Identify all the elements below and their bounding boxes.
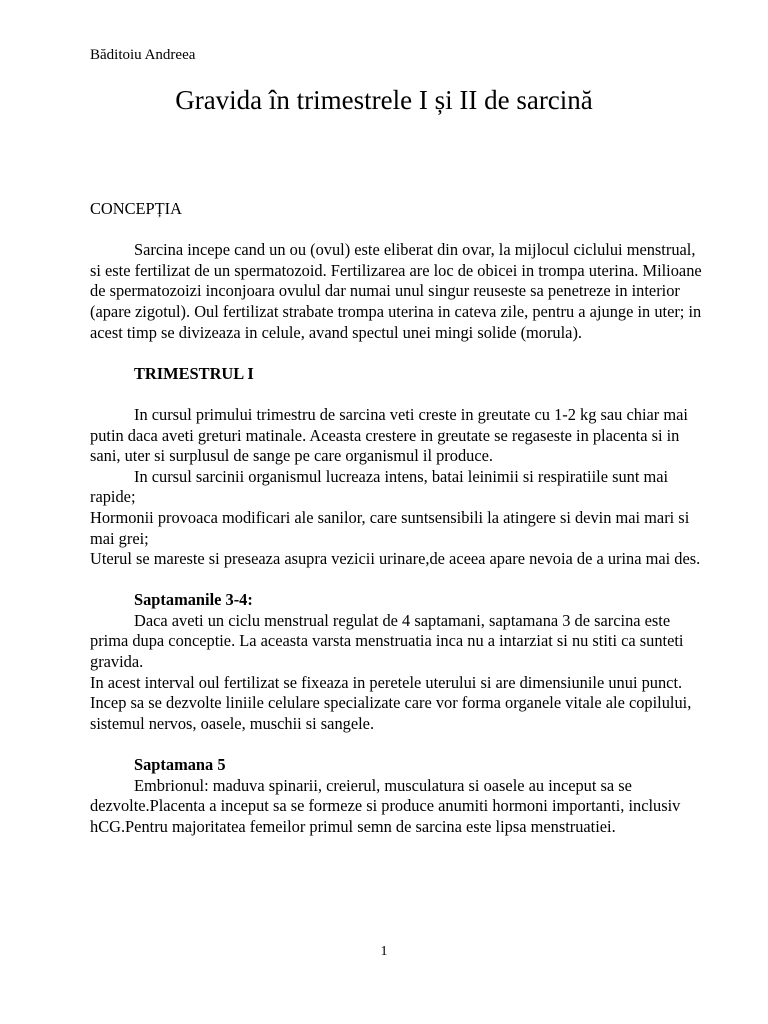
paragraph-trimestrul-1-organism: In cursul sarcinii organismul lucreaza intens, batai leinimii si respiratiile sunt mai rapide; [90,466,669,507]
paragraph-trimestrul-1-weight: In cursul primului trimestru de sarcina veti creste in greutate cu 1-2 kg sau chiar mai putin daca aveti greturi matinale. Aceasta crestere in greutate se regaseste in placenta si in sani, uter si surplusul de sange pe care organismul il produce. [90,404,688,466]
paragraph-saptamanile-3-4-cycle: Daca aveti un ciclu menstrual regulat de 4 saptamani, saptamana 3 de sarcina este prima dupa conceptie. La aceasta varsta menstruatia inca nu a intarziat si nu stiti ca sunteti gravida. [90,610,684,672]
document-title: Gravida în trimestrele I și II de sarcină [175,85,593,115]
author-name: Băditoiu Andreea [90,47,196,63]
paragraph-trimestrul-1-uterus: Uterul se mareste si preseaza asupra vezicii urinare,de aceea apare nevoia de a urina mai des. [90,549,701,569]
section-heading-saptamanile-3-4: Saptamanile 3-4: [134,590,253,610]
spacer [90,734,710,755]
section-heading-saptamana-5: Saptamana 5 [134,755,226,775]
paragraph-trimestrul-1-hormones: Hormonii provoaca modificari ale sanilor, care suntsensibili la atingere si devin mai mari si mai grei; [90,507,690,548]
document-body [90,199,710,837]
section-heading-conceptia: CONCEPȚIA [90,199,182,218]
spacer [90,570,710,591]
spacer [90,220,710,241]
section-heading-trimestrul-1: TRIMESTRUL I [134,363,254,383]
spacer [90,384,710,405]
paragraph-conceptia: Sarcina incepe cand un ou (ovul) este eliberat din ovar, la mijlocul ciclului menstrual, si este fertilizat de un spermatozoid. Fertilizarea are loc de obicei in trompa uterina. Milioane de spermatozoizi inconjoara ovulul dar numai unul singur reuseste sa penetreze in interior (apare zigotul). Oul fertilizat strabate trompa uterina in cateva zile, pentru a ajunge in uter; in acest timp se divizeaza in celule, avand spectul unei mingi solide (morula). [90,240,702,342]
spacer [90,343,710,364]
paragraph-saptamanile-3-4-development: In acest interval oul fertilizat se fixeaza in peretele uterului si are dimensiunile unui punct. Incep sa se dezvolte liniile celulare specializate care vor forma organele vitale ale copilului, sistemul nervos, oasele, muschii si sangele. [90,672,692,733]
paragraph-saptamana-5-embryo: Embrionul: maduva spinarii, creierul, musculatura si oasele au inceput sa se dezvolte.Placenta a inceput sa se formeze si produce anumiti hormoni importanti, inclusiv hCG.Pentru majoritatea femeilor primul semn de sarcina este lipsa menstruatiei. [90,775,681,836]
page-number: 1 [380,944,388,959]
